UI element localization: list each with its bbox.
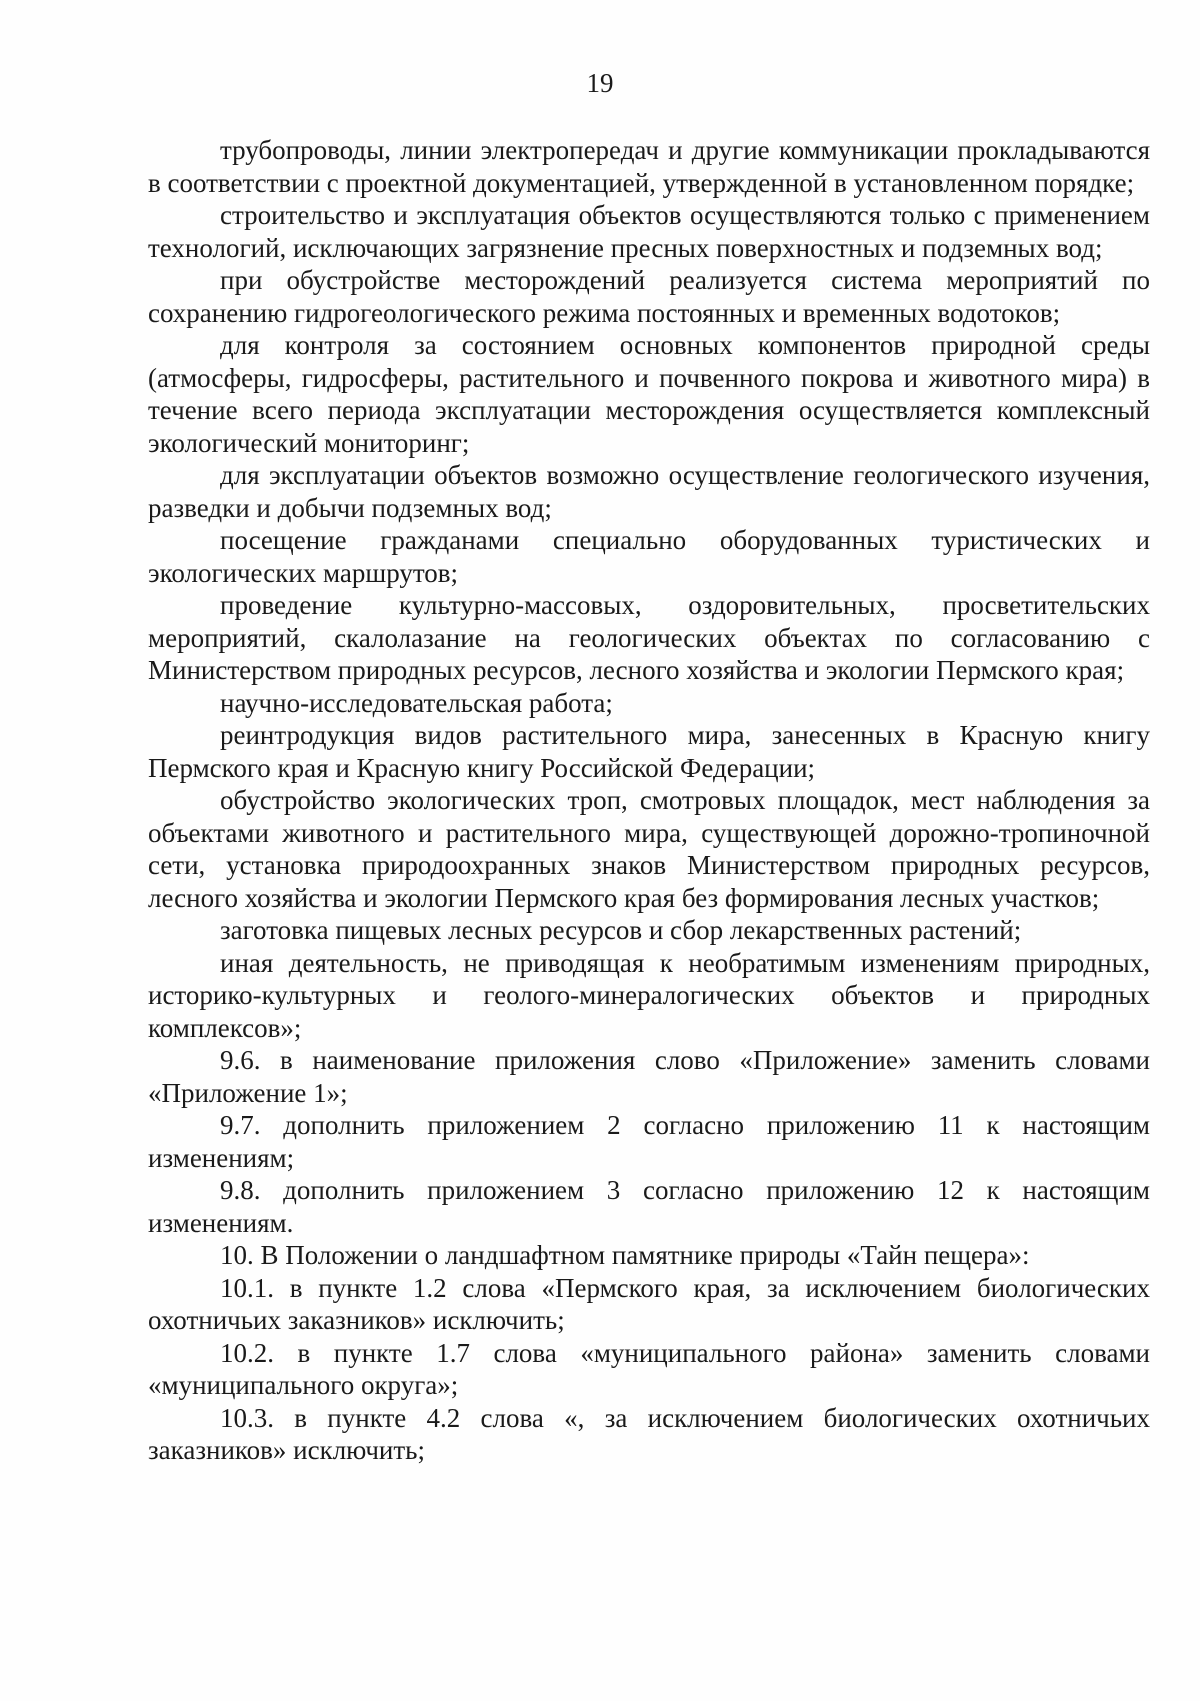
paragraph-monitoring: для контроля за состоянием основных компонентов природной среды (атмосферы, гидросферы, растительного и почвенного покрова и животного мира) в течение всего периода эксплуатации месторождения осуществляется комплексный экологический мониторинг; [148,330,1150,458]
paragraph-construction: строительство и эксплуатация объектов осуществляются только с применением технологий, исключающих загрязнение пресных поверхностных и подземных вод; [148,200,1150,263]
page-number: 19 [586,68,614,98]
paragraph-other-activity: иная деятельность, не приводящая к необратимым изменениям природных, историко-культурных и геолого-минералогических объектов и природных комплексов»; [148,947,1150,1043]
paragraph-reintroduction: реинтродукция видов растительного мира, занесенных в Красную книгу Пермского края и Красную книгу Российской Федерации; [148,720,1150,783]
paragraph-9-8: 9.8. дополнить приложением 3 согласно приложению 12 к настоящим изменениям. [148,1175,1150,1238]
paragraph-10-2: 10.2. в пункте 1.7 слова «муниципального района» заменить словами «муниципального округа»; [148,1337,1150,1400]
paragraph-harvesting: заготовка пищевых лесных ресурсов и сбор лекарственных растений; [220,915,1022,945]
paragraph-10: 10. В Положении о ландшафтном памятнике природы «Тайн пещера»: [220,1240,1030,1270]
paragraph-groundwater: для эксплуатации объектов возможно осуществление геологического изучения, разведки и добычи подземных вод; [148,460,1150,523]
paragraph-10-3: 10.3. в пункте 4.2 слова «, за исключением биологических охотничьих заказников» исключить; [148,1402,1150,1465]
paragraph-10-1: 10.1. в пункте 1.2 слова «Пермского края, за исключением биологических охотничьих заказников» исключить; [148,1272,1150,1335]
paragraph-pipelines: трубопроводы, линии электропередач и другие коммуникации прокладываются в соответствии с проектной документацией, утвержденной в установленном порядке; [148,135,1150,198]
paragraph-9-6: 9.6. в наименование приложения слово «Приложение» заменить словами «Приложение 1»; [148,1045,1150,1108]
paragraph-research: научно-исследовательская работа; [220,687,613,718]
paragraph-9-7: 9.7. дополнить приложением 2 согласно приложению 11 к настоящим изменениям; [148,1110,1150,1173]
paragraph-events: проведение культурно-массовых, оздоровительных, просветительских мероприятий, скалолазание на геологических объектах по согласованию с Министерством природных ресурсов, лесного хозяйства и экологии Пермского края; [148,590,1150,685]
paragraph-deposits: при обустройстве месторождений реализуется система мероприятий по сохранению гидрогеологического режима постоянных и временных водотоков; [148,265,1150,328]
document-body [148,134,1150,1467]
paragraph-routes: посещение гражданами специально оборудованных туристических и экологических маршрутов; [148,525,1150,588]
paragraph-trails: обустройство экологических троп, смотровых площадок, мест наблюдения за объектами животного и растительного мира, существующей дорожно-тропиночной сети, установка природоохранных знаков Министерством природных ресурсов, лесного хозяйства и экологии Пермского края без формирования лесных участков; [148,785,1150,913]
